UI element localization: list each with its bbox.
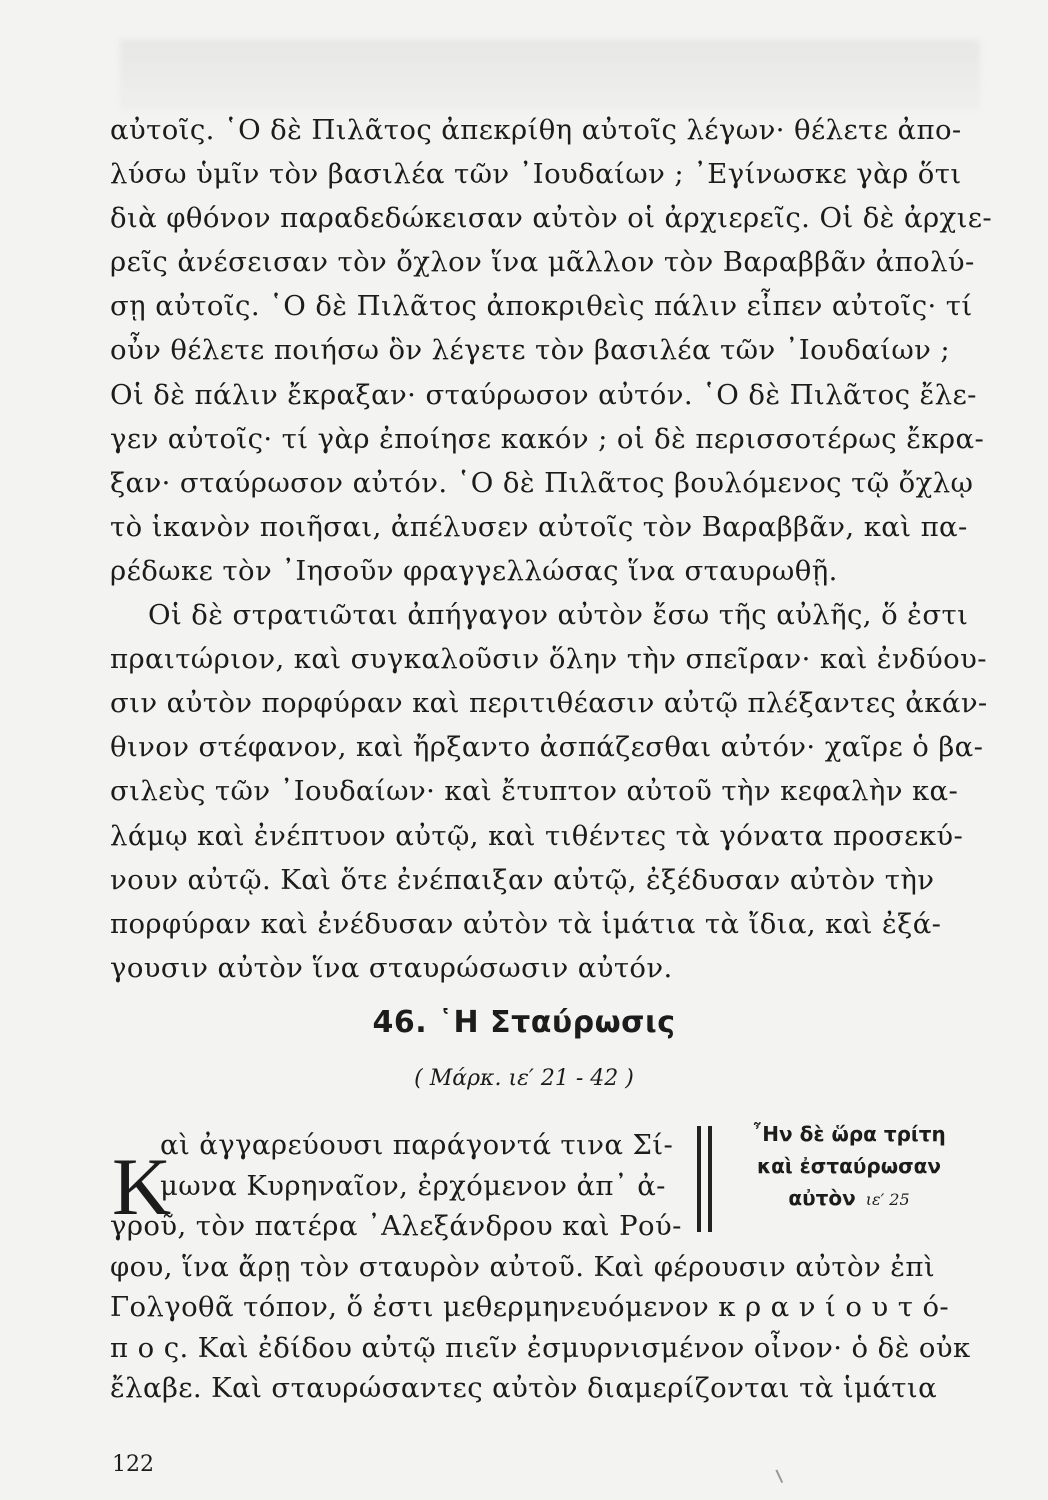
drop-cap: Κ (112, 1141, 172, 1232)
text-line: Οἱ δὲ πάλιν ἔκραξαν· σταύρωσον αὐτόν. ῾Ο δὲ Πιλᾶτος ἔλε- (110, 378, 977, 411)
text-line: λάμῳ καὶ ἐνέπτυον αὐτῷ, καὶ τιθέντες τὰ γόνατα προσεκύ- (110, 819, 964, 852)
stray-mark (775, 1467, 788, 1483)
text-line: μωνα Κυρηναῖον, ἐρχόμενον ἀπ᾿ ἀ- (160, 1169, 666, 1202)
text-line: τὸ ἱκανὸν ποιῆσαι, ἀπέλυσεν αὐτοῖς τὸν Βαραββᾶν, καὶ πα- (110, 510, 968, 543)
text-line: πορφύραν καὶ ἐνέδυσαν αὐτὸν τὰ ἱμάτια τὰ ἴδια, καὶ ἐξά- (110, 907, 942, 940)
section-reference: ( Μάρκ. ιε′ 21 - 42 ) (414, 1066, 634, 1091)
text-line: Οἱ δὲ στρατιῶται ἀπήγαγον αὐτὸν ἔσω τῆς αὐλῆς, ὅ ἐστι (148, 599, 969, 632)
text-line: οὖν θέλετε ποιήσω ὃν λέγετε τὸν βασιλέα τῶν ᾿Ιουδαίων ; (110, 334, 951, 367)
text-line: ρεῖς ἀνέσεισαν τὸν ὄχλον ἵνα μᾶλλον τὸν Βαραββᾶν ἀπολύ- (110, 246, 975, 279)
text-line: αὶ ἀγγαρεύουσι παράγοντά τινα Σί- (160, 1129, 674, 1161)
text-line: αὐτοῖς. ῾Ο δὲ Πιλᾶτος ἀπεκρίθη αὐτοῖς λέγων· θέλετε ἀπο- (110, 114, 962, 146)
show-through-shadow (120, 40, 980, 110)
text-line: γουσιν αὐτὸν ἵνα σταυρώσωσιν αὐτόν. (110, 951, 673, 984)
main-text (110, 108, 993, 990)
sidenote-line: καὶ ἐσταύρωσαν (756, 1154, 942, 1178)
page-number: 122 (112, 1452, 154, 1477)
sidenote-line: ῏Ην δὲ ὥρα τρίτη (752, 1122, 946, 1146)
sidenote-ref: ιε′ 25 (865, 1190, 910, 1209)
text-line: λύσω ὑμῖν τὸν βασιλέα τῶν ᾿Ιουδαίων ; ᾿Εγίνωσκε γὰρ ὅτι (110, 158, 962, 191)
text-line: φου, ἵνα ἄρῃ τὸν σταυρὸν αὐτοῦ. Καὶ φέρουσιν αὐτὸν ἐπὶ (110, 1250, 936, 1283)
text-line: γροῦ, τὸν πατέρα ᾿Αλεξάνδρου καὶ Ρού- (110, 1210, 682, 1242)
text-line: π ο ς. Καὶ ἐδίδου αὐτῷ πιεῖν ἐσμυρνισμένον οἶνον· ὁ δὲ οὐκ (110, 1331, 971, 1364)
text-line: γεν αὐτοῖς· τί γὰρ ἐποίησε κακόν ; οἱ δὲ περισσοτέρως ἔκρα- (110, 422, 985, 455)
text-line: σιλεὺς τῶν ᾿Ιουδαίων· καὶ ἔτυπτον αὐτοῦ τὴν κεφαλὴν κα- (110, 775, 959, 808)
text-line: σῃ αὐτοῖς. ῾Ο δὲ Πιλᾶτος ἀποκριθεὶς πάλιν εἶπεν αὐτοῖς· τί (110, 290, 973, 323)
text-line: σιν αὐτὸν πορφύραν καὶ περιτιθέασιν αὐτῷ πλέξαντες ἀκάν- (110, 687, 988, 720)
text-line: Γολγοθᾶ τόπον, ὅ ἐστι μεθερμηνευόμενον κ ρ α ν ί ο υ τ ό- (110, 1291, 950, 1323)
section-heading: 46. ῾Η Σταύρωσις (372, 1005, 676, 1040)
text-line: πραιτώριον, καὶ συγκαλοῦσιν ὅλην τὴν σπεῖραν· καὶ ἐνδύου- (110, 643, 987, 676)
text-line: νουν αὐτῷ. Καὶ ὅτε ἐνέπαιξαν αὐτῷ, ἐξέδυσαν αὐτὸν τὴν (110, 863, 935, 896)
text-line: θινον στέφανον, καὶ ἤρξαντο ἀσπάζεσθαι αὐτόν· χαῖρε ὁ βα- (110, 731, 984, 764)
section-text (110, 1125, 980, 1409)
text-line: ξαν· σταύρωσον αὐτόν. ῾Ο δὲ Πιλᾶτος βουλόμενος τῷ ὄχλῳ (110, 466, 974, 499)
text-line: διὰ φθόνον παραδεδώκεισαν αὐτὸν οἱ ἀρχιερεῖς. Οἱ δὲ ἀρχιε- (110, 202, 993, 235)
text-line: ἔλαβε. Καὶ σταυρώσαντες αὐτὸν διαμερίζονται τὰ ἱμάτια (110, 1372, 938, 1404)
text-line: ρέδωκε τὸν ᾿Ιησοῦν φραγγελλώσας ἵνα σταυρωθῇ. (110, 554, 838, 587)
sidenote-text: αὐτὸν (788, 1186, 856, 1210)
